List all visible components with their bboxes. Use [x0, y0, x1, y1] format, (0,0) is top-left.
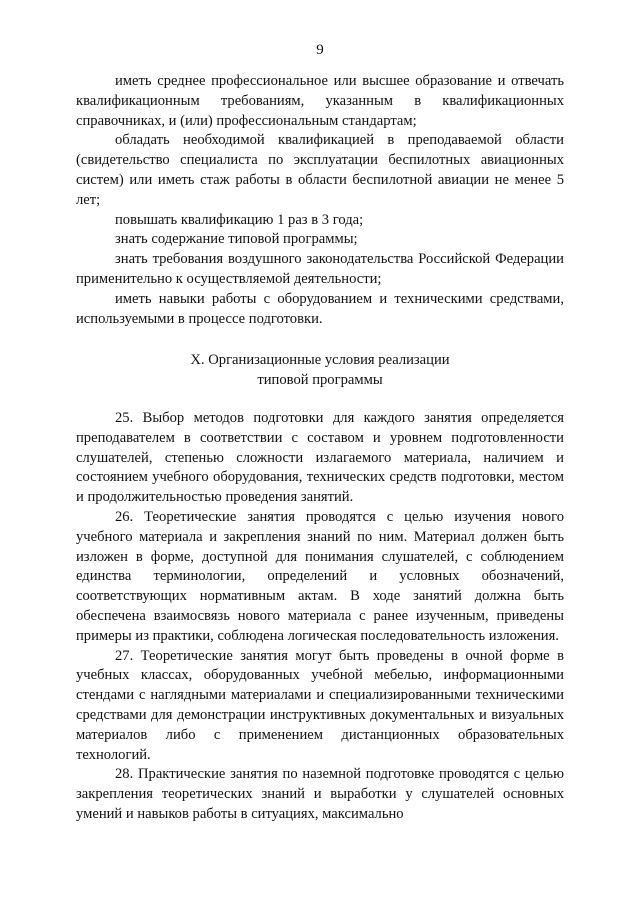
requirement-item: повышать квалификацию 1 раз в 3 года; [115, 211, 364, 228]
requirement-item: иметь среднее профессиональное или высшее образование и отвечать квалификационным требованиям, указанным в квалификационных справочниках, и (или) профессиональным стандартам; [76, 73, 564, 129]
section-heading-line: X. Организационные условия реализации [190, 352, 450, 369]
requirement-item: знать требования воздушного законодательства Российской Федерации применительно к осуществляемой деятельности; [76, 251, 564, 287]
requirements-list [76, 72, 564, 329]
requirement-item: знать содержание типовой программы; [115, 231, 358, 248]
requirement-item: обладать необходимой квалификацией в преподаваемой области (свидетельство специалиста по эксплуатации беспилотных авиационных систем) или иметь стаж работы в области беспилотной авиации не менее 5 лет; [76, 132, 564, 208]
paragraph: 28. Практические занятия по наземной подготовке проводятся с целью закрепления теоретических знаний и выработки у слушателей основных умений и навыков работы в ситуациях, максимально [76, 766, 564, 822]
section-body [76, 409, 564, 825]
paragraph: 25. Выбор методов подготовки для каждого занятия определяется преподавателем в соответствии с составом и уровнем подготовленности слушателей, степенью сложности излагаемого материала, наличием и состоянием учебного оборудования, технических средств подготовки, местом и продолжительностью проведения занятий. [76, 409, 564, 506]
page-number: 9 [316, 42, 324, 58]
paragraph: 26. Теоретические занятия проводятся с целью изучения нового учебного материала и закрепления знаний по ним. Материал должен быть изложен в форме, доступной для понимания слушателей, с соблюдением единства терминологии, определений и условных обозначений, соответствующих нормативным актам. В ходе занятий должна быть обеспечена взаимосвязь нового материала с ранее изученным, приведены примеры из практики, соблюдена логическая последовательность изложения. [76, 508, 564, 644]
paragraph: 27. Теоретические занятия могут быть проведены в очной форме в учебных классах, оборудованных учебной мебелью, информационными стендами с наглядными материалами и специализированными техническими средствами для демонстрации инструктивных документальных и визуальных материалов либо с применением дистанционных образовательных технологий. [76, 647, 564, 763]
requirement-item: иметь навыки работы с оборудованием и техническими средствами, используемыми в процессе подготовки. [76, 290, 564, 327]
document-body [76, 72, 564, 825]
section-heading [76, 351, 564, 391]
section-heading-line: типовой программы [257, 372, 383, 389]
